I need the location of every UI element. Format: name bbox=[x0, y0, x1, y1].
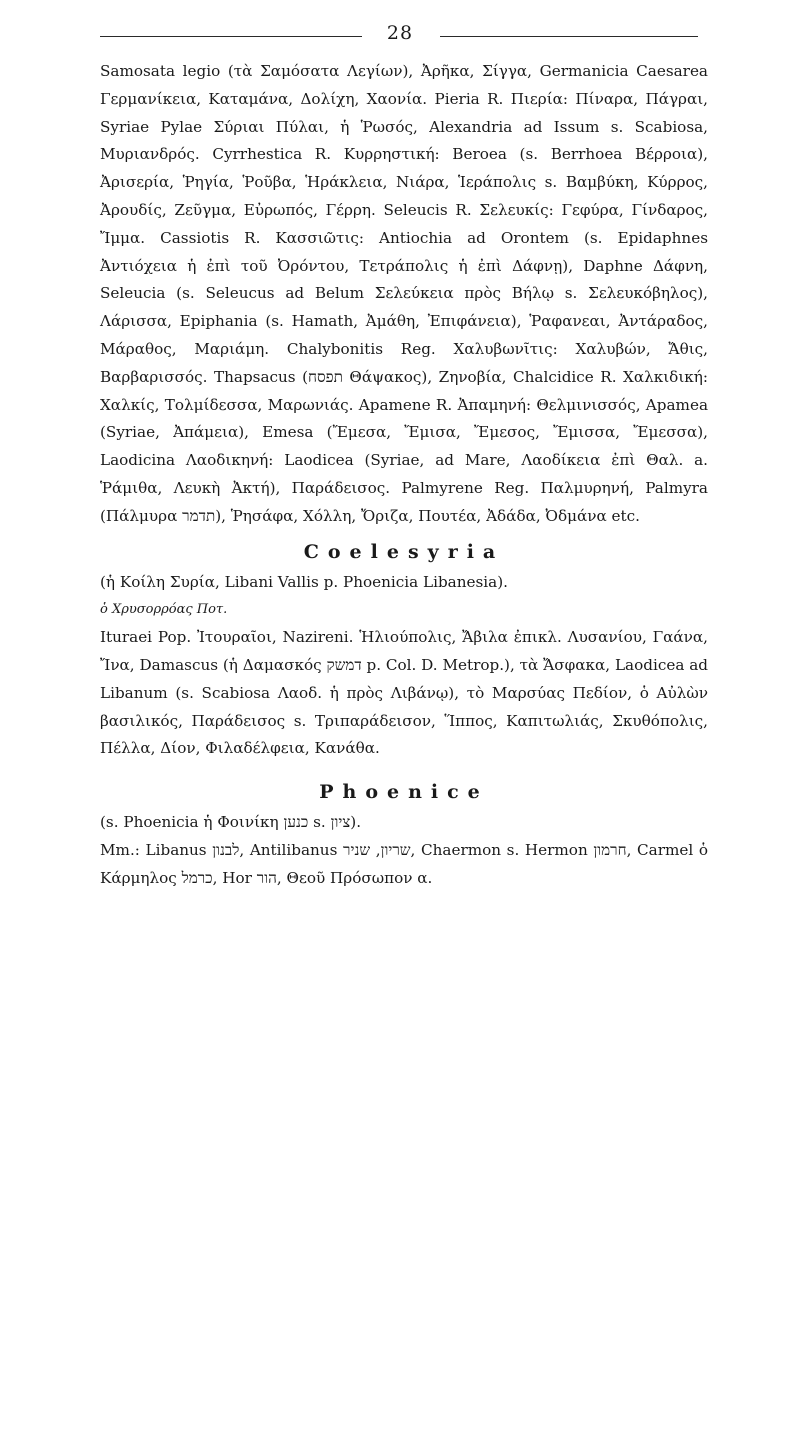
section-gap bbox=[100, 763, 708, 771]
phoenice-heading: Phoenice bbox=[319, 781, 489, 804]
coelesyria-paragraph: Ituraei Pop. Ἰτουραῖοι, Nazireni. Ἡλιούπολις, Ἄβιλα ἐπικλ. Λυσανίου, Γαάνα, Ἴνα, Damascus (ἡ Δαμασκός דמשק p. Col. D. Metrop.), τὰ Ἄσφακα, Laodicea ad Libanum (s. Scabiosa Λαοδ. ἡ πρὸς Λιβάνῳ), τὸ Μαρσύας Πεδίον, ὁ Αὐλὼν βασιλικός, Παράδεισος s. Τριπαράδεισον, Ἵππος, Καπιτωλιάς, Σκυθόπολις, Πέλλα, Δίον, Φιλαδέλφεια, Κανάθα. bbox=[100, 628, 708, 758]
syria-paragraph: Samosata legio (τὰ Σαμόσατα Λεγίων), Ἀρῆκα, Σίγγα, Germanicia Caesarea Γερμανίκεια, Καταμάνα, Δολίχη, Χαονία. Pieria R. Πιερία: Πίναρα, Πάγραι, Syriae Pylae Σύριαι Πύλαι, ἡ Ῥωσός, Alexandria ad Issum s. Scabiosa, Μυριανδρός. Cyrrhestica R. Κυρρηστική: Beroea (s. Berrhoea Βέρροια), Ἀρισερία, Ῥηγία, Ῥοῦβα, Ἡράκλεια, Νιάρα, Ἱεράπολις s. Βαμβύκη, Κύρρος, Ἀρουδίς, Ζεῦγμα, Εὐρωπός, Γέρρη. Seleucis R. Σελευκίς: Γεφύρα, Γίνδαρος, Ἴμμα. Cassiotis R. Κασσιῶτις: Antiochia ad Orontem (s. Epidaphnes Ἀντιόχεια ἡ ἐπὶ τοῦ Ὀρόντου, Τετράπολις ἡ ἐπὶ Δάφνῃ), Daphne Δάφνη, Seleucia (s. Seleucus ad Belum Σελεύκεια πρὸς Βήλῳ s. Σελευκόβηλος), Λάρισσα, Epiphania (s. Hamath, Ἀμάθη, Ἐπιφάνεια), Ῥαφανεαι, Ἀντάραδος, Μάραθος, Μαριάμη. Chalybonitis Reg. Χαλυβωνῖτις: Χαλυβών, Ἄθις, Βαρβαρισσός. Thapsacus (תפסח Θάψακος), Ζηνοβία, Chalcidice R. Χαλκιδική: Χαλκίς, Τολμίδεσσα, Μαρωνιάς. Apamene R. Ἀπαμηνή: Θελμινισσός, Apamea (Syriae, Ἀπάμεια), Emesa (Ἔμεσα, Ἔμισα, Ἔμεσος, Ἔμισσα, Ἔμεσσα), Laodicina Λαοδικηνή: Laodicea (Syriae, ad Mare, Λαοδίκεια ἐπὶ Θαλ. a. Ῥάμιθα, Λευκὴ Ἀκτή), Παράδεισος. Palmyrene Reg. Παλμυρηνή, Palmyra (Πάλμυρα תדמר), Ῥησάφα, Χόλλη, Ὄριζα, Πουτέα, Ἀδάδα, Ὀδμάνα etc. bbox=[100, 62, 708, 525]
coelesyria-river-caption: ὁ Χρυσορρόας Ποτ. bbox=[100, 602, 228, 618]
phoenice-paragraph: Mm.: Libanus לבנון, Antilibanus שריון, שניר, Chaermon s. Hermon חרמון, Carmel ὁ Κάρμηλος כרמל, Hor הור, Θεοῦ Πρόσωπον α. bbox=[100, 840, 708, 887]
header-rule-right bbox=[440, 36, 698, 37]
main-text bbox=[100, 58, 708, 893]
coelesyria-heading: Coelesyria bbox=[303, 540, 505, 563]
coelesyria-subtitle: (ἡ Κοίλη Συρία, Libani Vallis p. Phoenicia Libanesia). bbox=[100, 572, 508, 591]
phoenice-subtitle: (s. Phoenicia ἡ Φοινίκη כנען s. ציון). bbox=[100, 813, 362, 832]
page-number: 28 bbox=[386, 22, 414, 44]
